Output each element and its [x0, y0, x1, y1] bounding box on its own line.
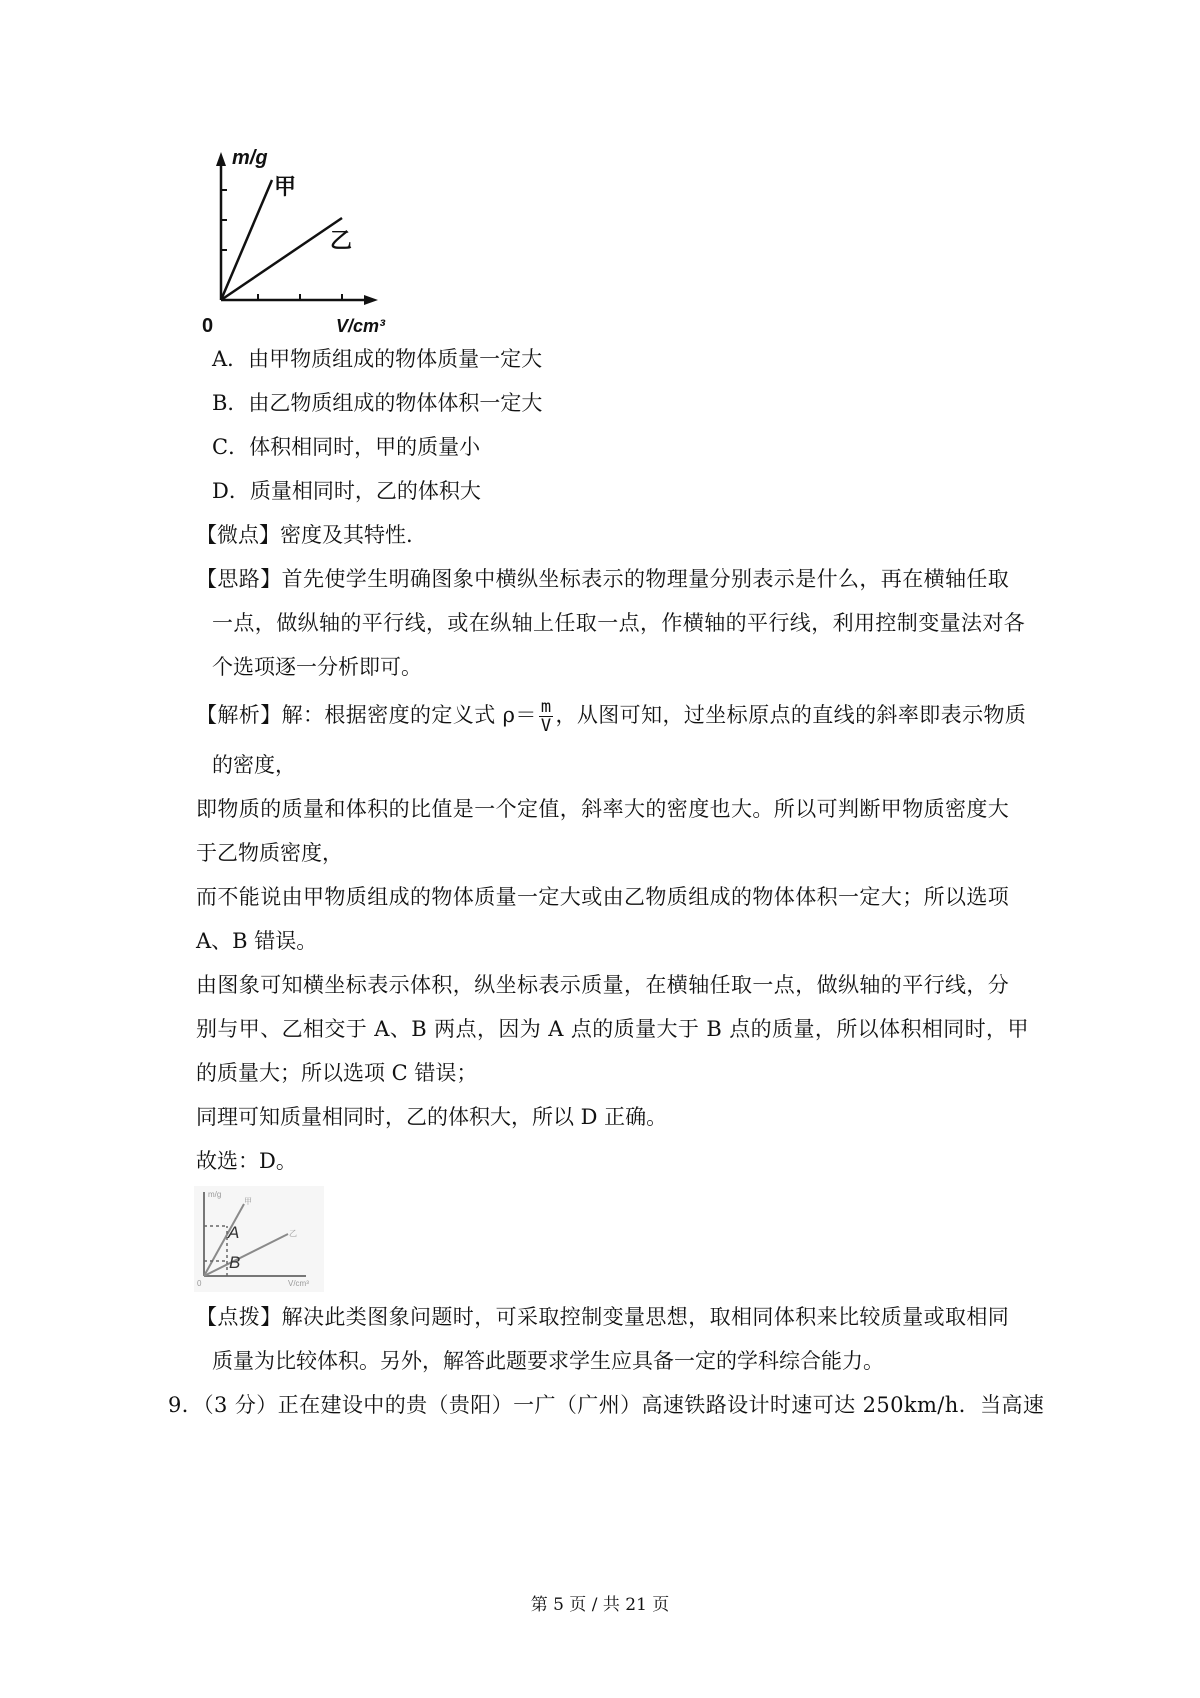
jiexi-prefix: 【解析】解：根据密度的定义式 ρ＝: [196, 703, 537, 727]
point-b-label: B: [229, 1253, 241, 1272]
origin-label: 0: [197, 1279, 202, 1288]
option-c: C．体积相同时，甲的质量小: [212, 435, 481, 459]
jiexi-line-6: A、B 错误。: [196, 929, 318, 953]
question-9: 9．（3 分）正在建设中的贵（贵阳）一广（广州）高速铁路设计时速可达 250km/h．当高速: [168, 1393, 1045, 1417]
dianbo-line-1: 【点拨】解决此类图象问题时，可采取控制变量思想，取相同体积来比较质量或取相同: [196, 1305, 1010, 1329]
jiexi-line-4: 于乙物质密度，: [196, 841, 343, 865]
x-axis-label: V/cm³: [288, 1279, 309, 1288]
dianbo-line-2: 质量为比较体积。另外，解答此题要求学生应具备一定的学科综合能力。: [212, 1349, 884, 1373]
jiexi-line-10: 同理可知质量相同时，乙的体积大，所以 D 正确。: [196, 1105, 668, 1129]
line-jia-label: 甲: [244, 1197, 252, 1206]
weidian-section: 【微点】密度及其特性.: [196, 523, 413, 547]
y-axis-label: m/g: [232, 147, 268, 169]
mass-volume-graph: [200, 142, 410, 362]
jiexi-line-2: 的密度，: [212, 753, 296, 777]
page-footer: 第 5 页 / 共 21 页: [530, 1595, 670, 1615]
line-jia-label: 甲: [274, 174, 297, 199]
jiexi-suffix: ，从图可知，过坐标原点的直线的斜率即表示物质: [555, 703, 1027, 727]
y-axis-arrow: [216, 152, 226, 166]
option-b: B．由乙物质组成的物体体积一定大: [212, 391, 543, 415]
origin-label: 0: [202, 315, 214, 337]
jiexi-line-9: 的质量大；所以选项 C 错误；: [196, 1061, 478, 1085]
option-d: D．质量相同时，乙的体积大: [212, 479, 481, 503]
analysis-graph: [194, 1186, 324, 1292]
jiexi-line-7: 由图象可知横坐标表示体积，纵坐标表示质量，在横轴任取一点，做纵轴的平行线，分: [196, 973, 1010, 997]
silu-line-2: 一点，做纵轴的平行线，或在纵轴上任取一点，作横轴的平行线，利用控制变量法对各: [212, 611, 1026, 635]
line-yi-label: 乙: [330, 228, 353, 253]
x-axis-arrow: [364, 295, 378, 305]
y-axis-label: m/g: [208, 1190, 222, 1199]
jiexi-line-5: 而不能说由甲物质组成的物体质量一定大或由乙物质组成的物体体积一定大；所以选项: [196, 885, 1010, 909]
fraction-denominator: V: [540, 716, 552, 736]
jiexi-line-3: 即物质的质量和体积的比值是一个定值，斜率大的密度也大。所以可判断甲物质密度大: [196, 797, 1010, 821]
option-a: A．由甲物质组成的物体质量一定大: [212, 347, 543, 371]
silu-line-1: 【思路】首先使学生明确图象中横纵坐标表示的物理量分别表示是什么，再在横轴任取: [196, 567, 1010, 591]
x-axis-label: V/cm³: [336, 316, 386, 336]
fraction-numerator: m: [540, 697, 552, 717]
density-fraction: [539, 698, 554, 735]
jiexi-line-1: [196, 698, 1026, 735]
line-yi-label: 乙: [289, 1229, 297, 1238]
point-a-label: A: [228, 1223, 240, 1242]
jiexi-line-8: 别与甲、乙相交于 A、B 两点，因为 A 点的质量大于 B 点的质量，所以体积相同时，甲: [196, 1017, 1029, 1041]
jiexi-line-11: 故选：D。: [196, 1149, 297, 1173]
silu-line-3: 个选项逐一分析即可。: [212, 655, 422, 679]
